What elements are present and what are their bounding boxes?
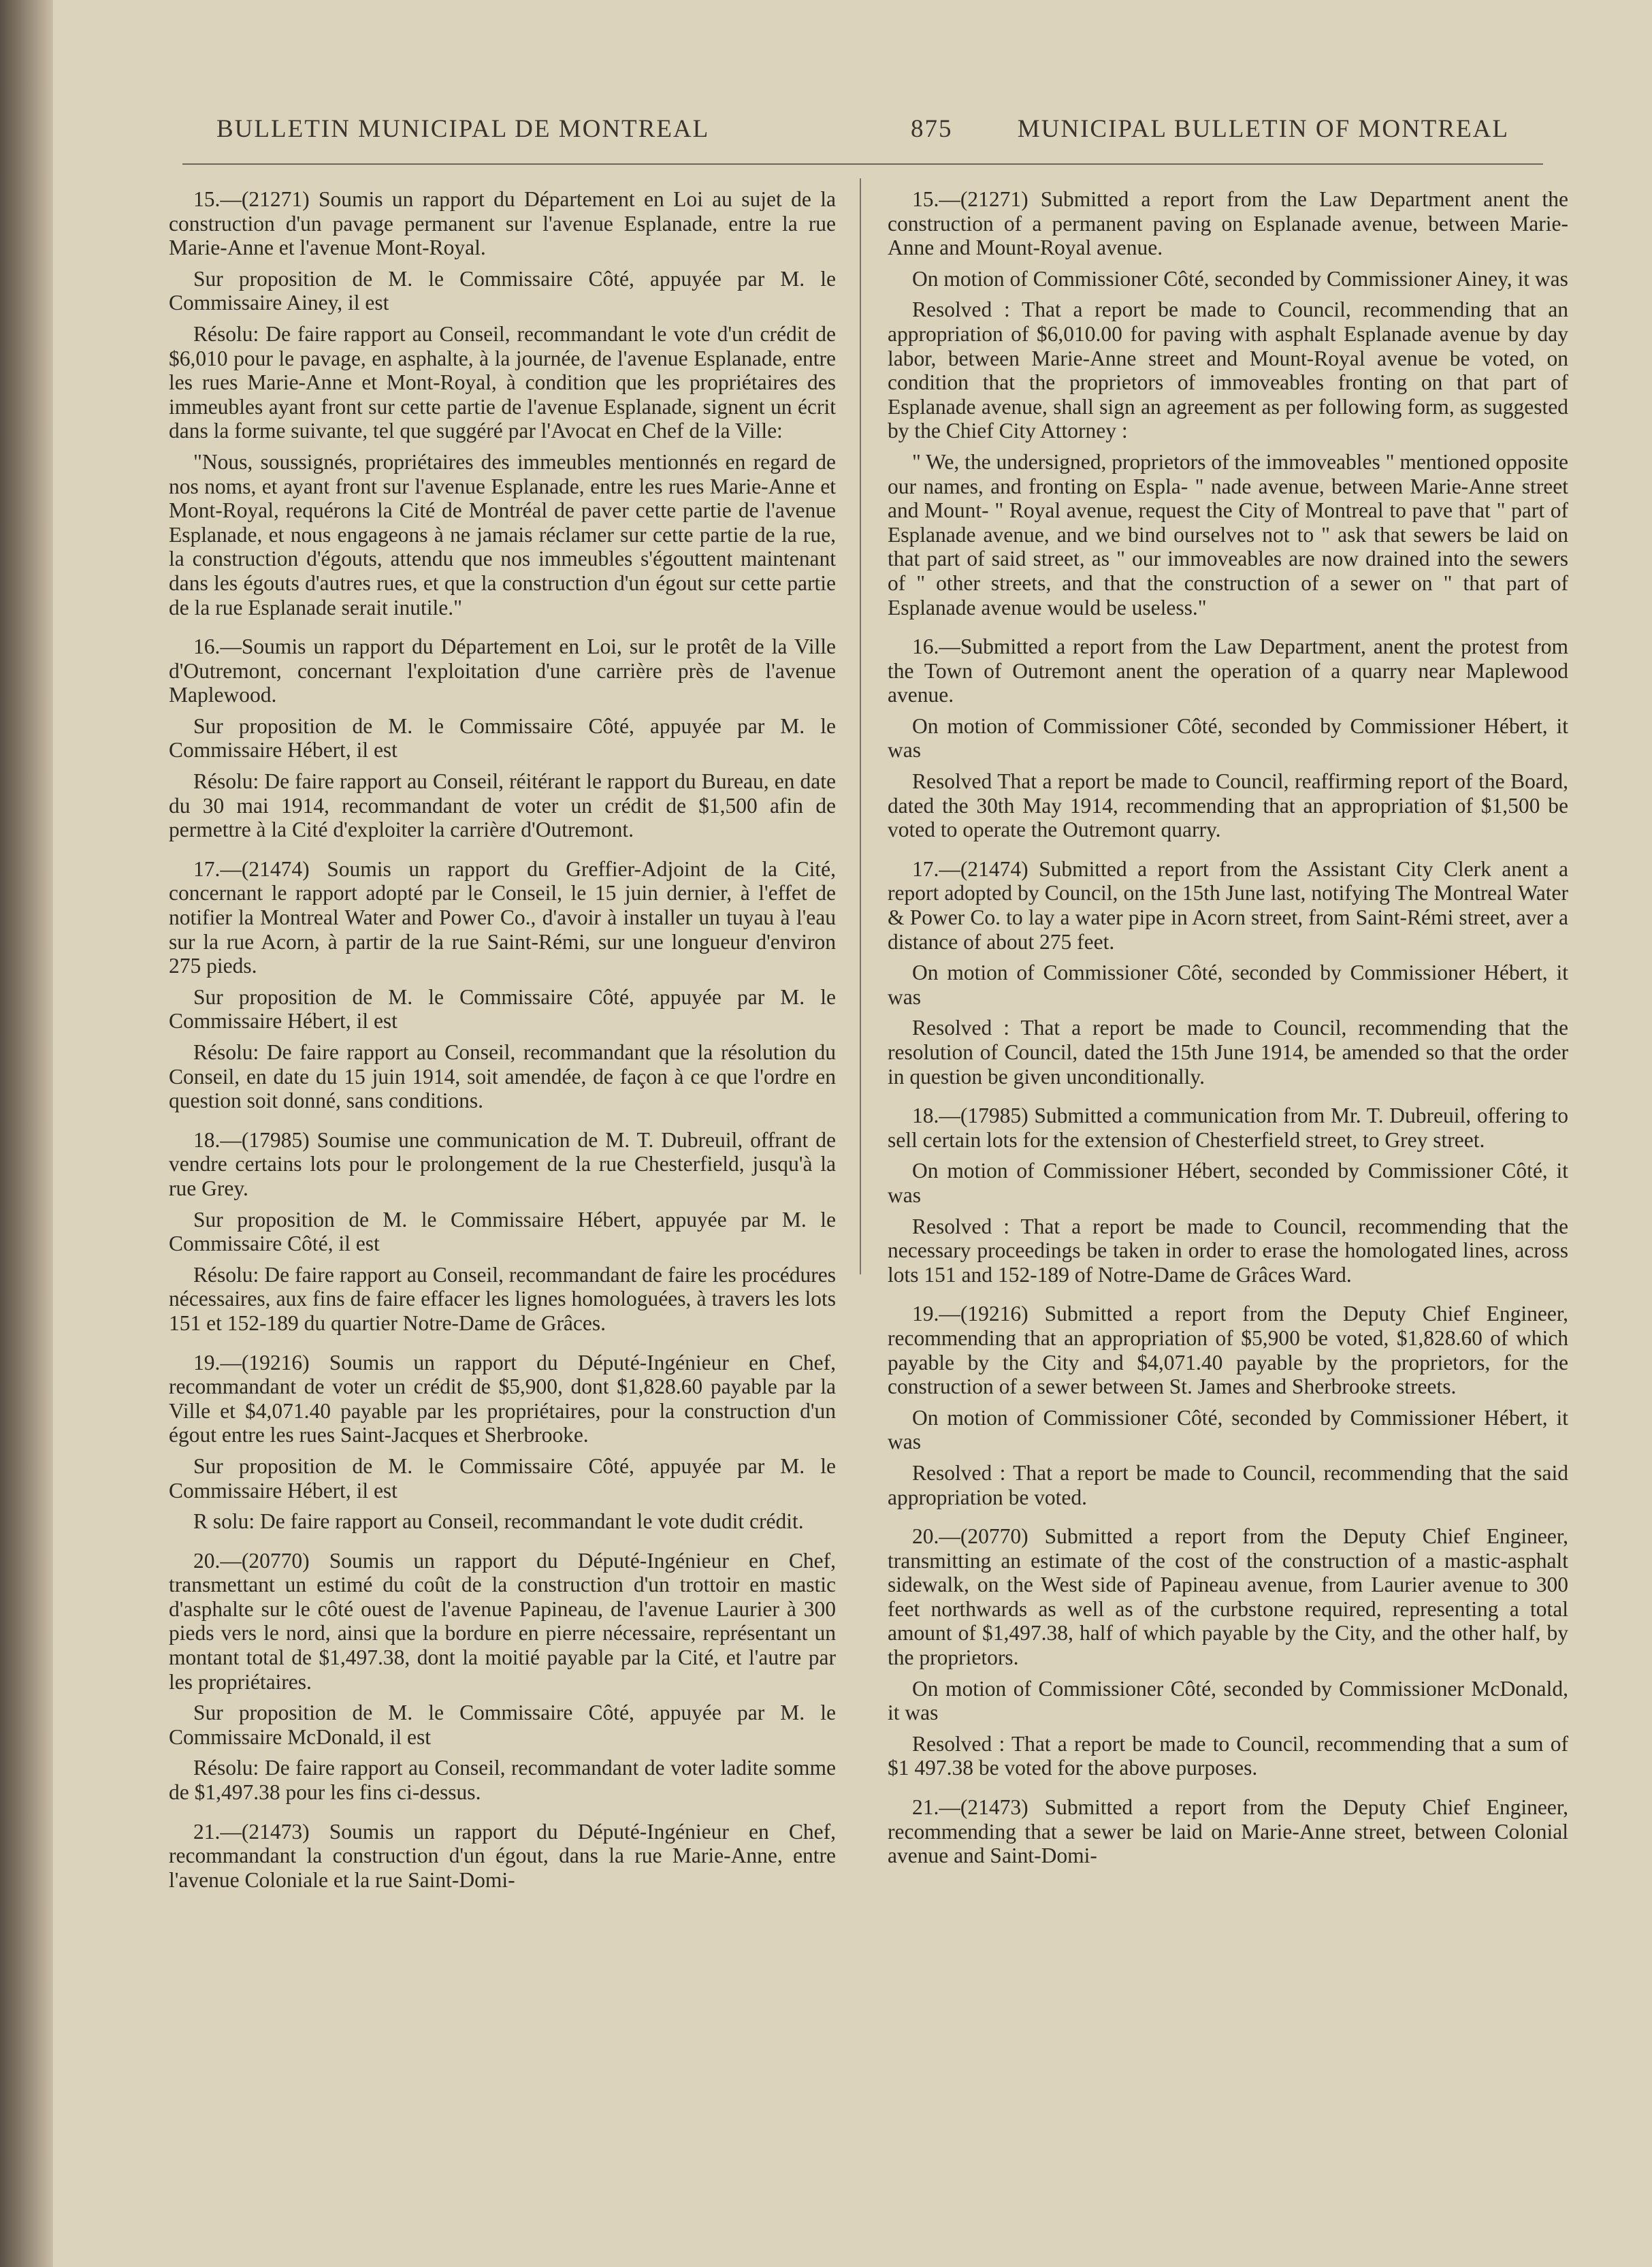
fr-item-20: 20.—(20770) Soumis un rapport du Député-Ingénieur en Chef, transmettant un estimé du coût de la construction d'un trottoir en mastic d'asphalte sur le côté ouest de l'avenue Papineau, de l'avenue Laurier à 300 pieds vers le nord, ainsi que la bordure en pierre nécessaire, représentant un montant total de $1,497.38, dont la moitié payable par la Cité, et l'autre par les propriétaires. xyxy=(169,1548,836,1694)
fr-motion: Sur proposition de M. le Commissaire Côté, appuyée par M. le Commissaire McDonald, il est xyxy=(169,1701,836,1749)
fr-item-17: 17.—(21474) Soumis un rapport du Greffier-Adjoint de la Cité, concernant le rapport adopté par le Conseil, le 15 juin dernier, à l'effet de notifier la Montreal Water and Power Co., d'avoir à installer un tuyau à l'eau sur la rue Acorn, à partir de la rue Saint-Rémi, sur une longueur d'environ 275 pieds. xyxy=(169,856,836,978)
fr-motion: Sur proposition de M. le Commissaire Côté, appuyée par M. le Commissaire Hébert, il est xyxy=(169,713,836,762)
en-item-20: 20.—(20770) Submitted a report from the Deputy Chief Engineer, transmitting an estimate of the cost of the construction of a mastic-asphalt sidewalk, on the West side of Papineau avenue, from Laurier avenue to 300 feet northwards as well as of the curbstone required, representing a total amount of $1,497.38, half of which payable by the City, and the other half, by the proprietors. xyxy=(888,1524,1568,1670)
fr-resolution: R solu: De faire rapport au Conseil, recommandant le vote dudit crédit. xyxy=(193,1509,804,1534)
fr-resolution: Résolu: De faire rapport au Conseil, recommandant de faire les procédures nécessaires, aux fins de faire effacer les lignes homologuées, à travers les lots 151 et 152-189 du quartier Notre-Dame de Grâces. xyxy=(169,1262,836,1335)
fr-item-18: 18.—(17985) Soumise une communication de M. T. Dubreuil, offrant de vendre certains lots pour le prolongement de la rue Chesterfield, jusqu'à la rue Grey. xyxy=(169,1127,836,1200)
fr-item-16: 16.—Soumis un rapport du Département en Loi, sur le protêt de la Ville d'Outremont, concernant l'exploitation d'une carrière près de l'avenue Maplewood. xyxy=(169,634,836,707)
fr-item-15: 15.—(21271) Soumis un rapport du Département en Loi au sujet de la construction d'un pavage permanent sur l'avenue Esplanade, entre la rue Marie-Anne et l'avenue Mont-Royal. xyxy=(169,187,836,260)
en-motion: On motion of Commissioner Côté, seconded by Commissioner Ainey, it was xyxy=(912,266,1568,291)
en-resolution: Resolved : That a report be made to Council, recommending that a sum of $1 497.38 be voted for the above purposes. xyxy=(888,1731,1568,1780)
page xyxy=(53,0,1652,2267)
fr-item-19: 19.—(19216) Soumis un rapport du Député-Ingénieur en Chef, recommandant de voter un crédit de $5,900, dont $1,828.60 payable par la Ville et $4,071.40 payable par les propriétaires, pour la construction d'un égout entre les rues Saint-Jacques et Sherbrooke. xyxy=(169,1350,836,1447)
en-motion: On motion of Commissioner Côté, seconded by Commissioner Hébert, it was xyxy=(888,961,1568,1009)
fr-quote: "Nous, soussignés, propriétaires des immeubles mentionnés en regard de nos noms, et ayant front sur l'avenue Esplanade, entre les rues Marie-Anne et Mont-Royal, requérons la Cité de Montréal de paver cette partie de l'avenue Esplanade, et nous engageons à ne jamais réclamer sur cette partie de la rue, la construction d'égouts, attendu que nos immeubles s'égouttent maintenant dans les égouts d'autres rues, et que la construction d'un égout sur cette partie de la rue Esplanade serait inutile." xyxy=(169,449,836,620)
en-item-21: 21.—(21473) Submitted a report from the Deputy Chief Engineer, recommending that a sewer be laid on Marie-Anne street, between Colonial avenue and Saint-Domi- xyxy=(888,1795,1568,1868)
english-column xyxy=(888,187,1568,1875)
header-title-french: BULLETIN MUNICIPAL DE MONTREAL xyxy=(216,115,710,143)
binding-shadow xyxy=(0,0,53,2267)
header-rule xyxy=(182,163,1543,165)
fr-motion: Sur proposition de M. le Commissaire Côté, appuyée par M. le Commissaire Hébert, il est xyxy=(169,1453,836,1502)
en-motion: On motion of Commissioner Côté, seconded by Commissioner Hébert, it was xyxy=(888,1405,1568,1454)
french-column xyxy=(169,187,836,1899)
fr-motion: Sur proposition de M. le Commissaire Hébert, appuyée par M. le Commissaire Côté, il est xyxy=(169,1207,836,1256)
en-item-15: 15.—(21271) Submitted a report from the Law Department anent the construction of a permanent paving on Esplanade avenue, between Marie-Anne and Mount-Royal avenue. xyxy=(888,187,1568,260)
fr-resolution: Résolu: De faire rapport au Conseil, recommandant le vote d'un crédit de $6,010 pour le pavage, en asphalte, à la journée, de l'avenue Esplanade, entre les rues Marie-Anne et Mont-Royal, à condition que les propriétaires des immeubles ayant front sur cette partie de l'avenue Esplanade, signent un écrit dans la forme suivante, tel que suggéré par l'Avocat en Chef de la Ville: xyxy=(169,321,836,443)
en-item-19: 19.—(19216) Submitted a report from the Deputy Chief Engineer, recommending that an appropriation of $5,900 be voted, $1,828.60 of which payable by the City and $4,071.40 payable by the proprietors, for the construction of a sewer between St. James and Sherbrooke streets. xyxy=(888,1302,1568,1399)
en-item-18: 18.—(17985) Submitted a communication from Mr. T. Dubreuil, offering to sell certain lots for the extension of Chesterfield street, to Grey street. xyxy=(888,1104,1568,1152)
en-quote: " We, the undersigned, proprietors of the immoveables " mentioned opposite our names, and fronting on Espla- " nade avenue, between Marie-Anne street and Mount- " Royal avenue, request the City of Montreal to pave that " part of Esplanade avenue, and we bind ourselves not to " ask that sewers be laid on that part of said street, as " our immoveables are now drained into the sewers of " other streets, and that the construction of a sewer on " that part of Esplanade avenue would be useless." xyxy=(888,449,1568,620)
en-motion: On motion of Commissioner Côté, seconded by Commissioner Hébert, it was xyxy=(888,713,1568,762)
column-divider xyxy=(860,178,861,1274)
en-motion: On motion of Commissioner Côté, seconded by Commissioner McDonald, it was xyxy=(888,1676,1568,1725)
en-item-16: 16.—Submitted a report from the Law Department, anent the protest from the Town of Outremont anent the operation of a quarry near Maplewood avenue. xyxy=(888,634,1568,707)
fr-motion: Sur proposition de M. le Commissaire Côté, appuyée par M. le Commissaire Hébert, il est xyxy=(169,984,836,1033)
fr-motion: Sur proposition de M. le Commissaire Côté, appuyée par M. le Commissaire Ainey, il est xyxy=(169,266,836,315)
fr-resolution: Résolu: De faire rapport au Conseil, réitérant le rapport du Bureau, en date du 30 mai 1914, recommandant de voter un crédit de $1,500 afin de permettre à la Cité d'exploiter la carrière d'Outremont. xyxy=(169,769,836,842)
en-resolution: Resolved : That a report be made to Council, recommending that the necessary proceedings be taken in order to erase the homologated lines, across lots 151 and 152-189 of Notre-Dame de Grâces Ward. xyxy=(888,1214,1568,1287)
fr-resolution: Résolu: De faire rapport au Conseil, recommandant de voter ladite somme de $1,497.38 pour les fins ci-dessus. xyxy=(169,1756,836,1805)
en-resolution: Resolved : That a report be made to Council, recommending that the resolution of Council, dated the 15th June 1914, be amended so that the order in question be given unconditionally. xyxy=(888,1016,1568,1089)
en-item-17: 17.—(21474) Submitted a report from the Assistant City Clerk anent a report adopted by Council, on the 15th June last, notifying The Montreal Water & Power Co. to lay a water pipe in Acorn street, from Saint-Rémi street, aver a distance of about 275 feet. xyxy=(888,856,1568,954)
en-resolution: Resolved That a report be made to Council, reaffirming report of the Board, dated the 30th May 1914, recommending that an appropriation of $1,500 be voted to operate the Outremont quarry. xyxy=(888,769,1568,842)
page-header xyxy=(169,114,1557,155)
en-motion: On motion of Commissioner Hébert, seconded by Commissioner Côté, it was xyxy=(888,1159,1568,1207)
fr-resolution: Résolu: De faire rapport au Conseil, recommandant que la résolution du Conseil, en date du 15 juin 1914, soit amendée, de façon à ce que l'ordre en question soit donné, sans conditions. xyxy=(169,1040,836,1113)
en-resolution: Resolved : That a report be made to Council, recommending that an appropriation of $6,010.00 for paving with asphalt Esplanade avenue by day labor, between Marie-Anne street and Mount-Royal avenue be voted, on condition that the proprietors of immoveables fronting on that part of Esplanade avenue, shall sign an agreement as per following form, as suggested by the Chief City Attorney : xyxy=(888,298,1568,443)
fr-item-21: 21.—(21473) Soumis un rapport du Député-Ingénieur en Chef, recommandant la construction d'un égout, dans la rue Marie-Anne, entre l'avenue Coloniale et la rue Saint-Domi- xyxy=(169,1819,836,1892)
page-number: 875 xyxy=(911,115,953,143)
en-resolution: Resolved : That a report be made to Council, recommending that the said appropriation be voted. xyxy=(888,1460,1568,1509)
header-title-english: MUNICIPAL BULLETIN OF MONTREAL xyxy=(1017,115,1509,143)
